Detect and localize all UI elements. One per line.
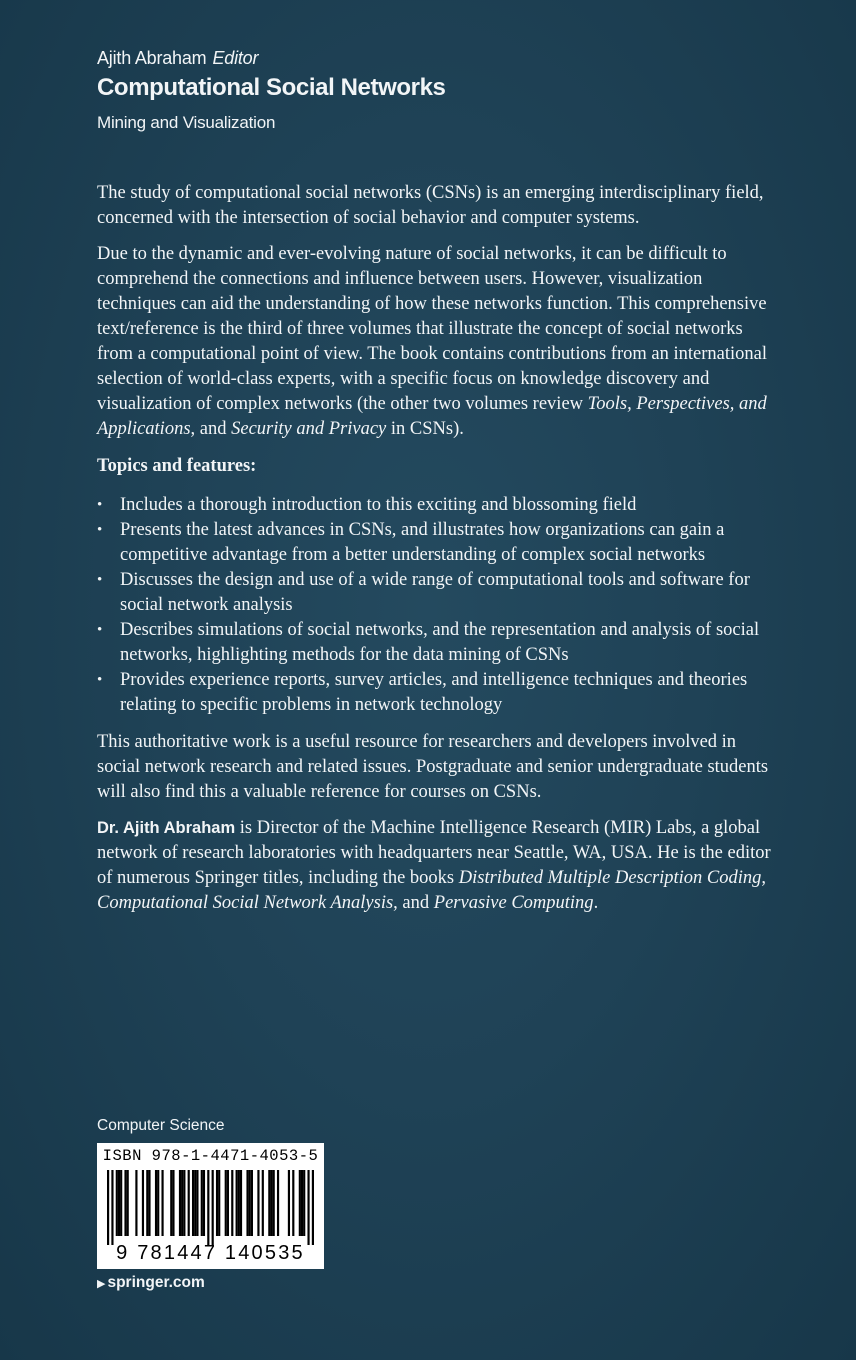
- barcode-bar: [148, 1170, 150, 1236]
- barcode-bar: [207, 1170, 209, 1245]
- bio-end: .: [593, 893, 599, 913]
- audience-paragraph: This authoritative work is a useful resource for researchers and developers involved in social network research and related issues. Postgraduate and senior undergraduate students will also find this a valuable reference for courses on CSNs.: [97, 732, 769, 802]
- barcode-bar: [292, 1170, 294, 1236]
- barcode-bar: [277, 1170, 279, 1236]
- barcode-bar: [270, 1170, 272, 1236]
- bio-paragraph: [97, 816, 779, 916]
- barcode-bar: [172, 1170, 174, 1236]
- barcode-bar: [179, 1170, 181, 1236]
- topics-list: [97, 493, 779, 718]
- barcode-bar: [203, 1170, 205, 1236]
- barcode-bar: [225, 1170, 227, 1236]
- barcode-bar: [227, 1170, 229, 1236]
- barcode-bar: [146, 1170, 148, 1236]
- barcode-bar: [192, 1170, 194, 1236]
- barcode-digits: 9 781447 140535: [116, 1242, 305, 1264]
- barcode-bar: [194, 1170, 196, 1236]
- barcode-bar: [142, 1170, 144, 1236]
- editor-name: Ajith Abraham: [97, 48, 207, 68]
- isbn-label: ISBN 978-1-4471-4053-5: [102, 1147, 319, 1165]
- bio-name: Dr. Ajith Abraham: [97, 819, 236, 837]
- bio-joiner: , and: [393, 893, 434, 913]
- description-joiner: , and: [190, 419, 232, 439]
- barcode-bar: [170, 1170, 172, 1236]
- barcode-bar: [240, 1170, 242, 1236]
- barcode-bar: [181, 1170, 183, 1236]
- barcode-bar: [216, 1170, 218, 1236]
- topic-item: • Provides experience reports, survey articles, and intelligence techniques and theories relating to specific problems in network technology: [97, 668, 779, 718]
- barcode-bar: [157, 1170, 159, 1236]
- barcode-bar: [307, 1170, 309, 1245]
- description-tail: in CSNs).: [386, 419, 464, 439]
- volume-title-2: Security and Privacy: [231, 419, 387, 439]
- blurb-text: [97, 181, 779, 927]
- bio-book-2: Computational Social Network Analysis: [97, 893, 394, 913]
- springer-link[interactable]: [97, 1274, 205, 1292]
- barcode-bar: [155, 1170, 157, 1236]
- bio-book-1: Distributed Multiple Description Coding: [458, 868, 762, 888]
- barcode-bar: [188, 1170, 190, 1236]
- barcode-bar: [127, 1170, 129, 1236]
- category-label: Computer Science: [97, 1117, 225, 1134]
- editor-role: Editor: [212, 48, 259, 68]
- barcode-bar: [120, 1170, 122, 1236]
- barcode-bar: [246, 1170, 248, 1236]
- arrow-right-icon: ▶: [97, 1278, 106, 1290]
- barcode-bar: [236, 1170, 238, 1236]
- intro-paragraph: The study of computational social networks (CSNs) is an emerging interdisciplinary field, concerned with the intersection of social behavior and computer systems.: [97, 183, 764, 228]
- barcode-bar: [273, 1170, 275, 1236]
- barcode-bar: [299, 1170, 301, 1236]
- book-subtitle: Mining and Visualization: [97, 113, 276, 132]
- barcode-bar: [303, 1170, 305, 1236]
- topics-heading: Topics and features:: [97, 456, 257, 476]
- bio-book-3: Pervasive Computing: [433, 893, 594, 913]
- barcode-bar: [161, 1170, 163, 1236]
- barcode-bar: [301, 1170, 303, 1236]
- barcode-bar: [288, 1170, 290, 1236]
- barcode-bar: [212, 1170, 214, 1245]
- topic-item: • Discusses the design and use of a wide range of computational tools and software for social network analysis: [97, 568, 779, 618]
- barcode-bar: [268, 1170, 270, 1236]
- barcode-bar: [111, 1170, 113, 1245]
- barcode-bar: [231, 1170, 233, 1236]
- barcode-box: [97, 1143, 324, 1269]
- volume-title-1: Tools, Perspectives, and Applications: [97, 394, 767, 439]
- bio-text: is Director of the Machine Intelligence Research (MIR) Labs, a global network of research laboratories with headquarters near Seattle, WA, USA. He is the editor of numerous Springer titles, including the books: [97, 818, 771, 888]
- barcode-bar: [257, 1170, 259, 1236]
- barcode-bar: [262, 1170, 264, 1236]
- barcode-bars: [107, 1170, 314, 1245]
- barcode-bar: [135, 1170, 137, 1236]
- barcode-bar: [201, 1170, 203, 1236]
- description-paragraph: [97, 242, 779, 442]
- barcode-bar: [238, 1170, 240, 1236]
- springer-link-text: springer.com: [107, 1274, 205, 1291]
- barcode-bar: [183, 1170, 185, 1236]
- barcode-bar: [107, 1170, 109, 1245]
- barcode-bar: [196, 1170, 198, 1236]
- barcode-bar: [251, 1170, 253, 1236]
- topic-item: • Includes a thorough introduction to this exciting and blossoming field: [97, 493, 779, 518]
- barcode-bar: [116, 1170, 118, 1236]
- editor-line: [97, 48, 258, 69]
- description-text: Due to the dynamic and ever-evolving nature of social networks, it can be difficult to comprehend the connections and influence between users. However, visualization techniques can aid the understanding of how these networks function. This comprehensive text/reference is the third of three volumes that illustrate the concept of social networks from a computational point of view. The book contains contributions from an international selection of world-class experts, with a specific focus on knowledge discovery and visualization of complex networks (the other two volumes review: [97, 244, 767, 414]
- barcode-bar: [118, 1170, 120, 1236]
- barcode-bar: [249, 1170, 251, 1236]
- barcode-bar: [312, 1170, 314, 1245]
- barcode-bar: [218, 1170, 220, 1236]
- bio-separator: ,: [761, 868, 767, 888]
- barcode-bar: [124, 1170, 126, 1236]
- topic-item: • Presents the latest advances in CSNs, and illustrates how organizations can gain a competitive advantage from a better understanding of complex social networks: [97, 518, 779, 568]
- topic-item: • Describes simulations of social networks, and the representation and analysis of social networks, highlighting methods for the data mining of CSNs: [97, 618, 779, 668]
- book-title: Computational Social Networks: [97, 74, 446, 101]
